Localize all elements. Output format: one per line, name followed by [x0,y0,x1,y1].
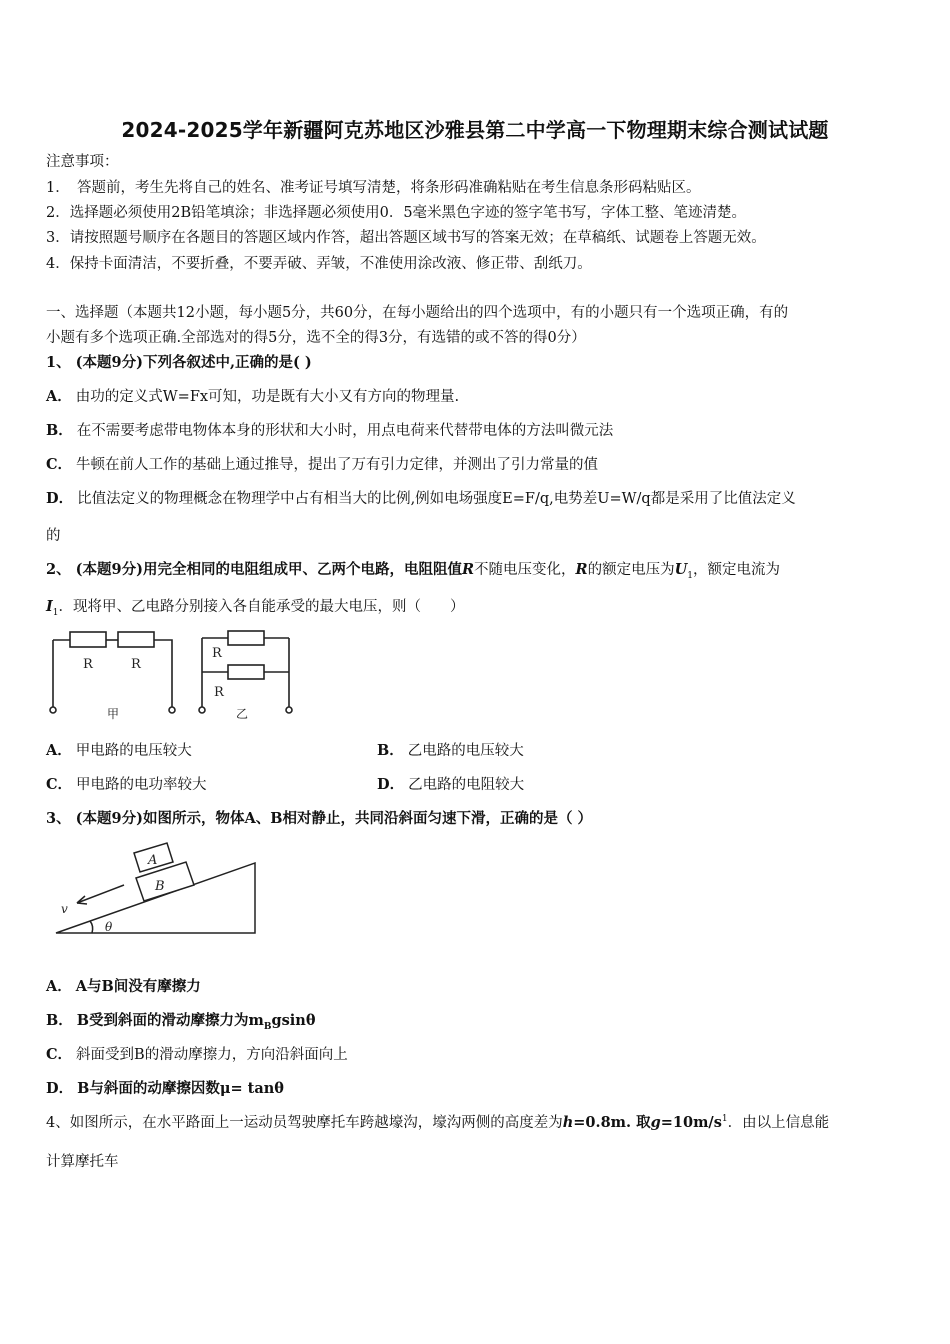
q2-stem-line2 [46,595,465,618]
q2-option-c [46,773,207,794]
q1-option-a-label: A． [46,388,72,405]
q2-symbol-i: I [46,598,53,615]
q4-stem-part4: ．由以上信息能 [727,1115,830,1131]
q3-option-a-label: A． [46,978,72,995]
q1-option-c-label: C． [46,456,73,473]
q2-stem-part4: ，额定电流为 [692,562,780,578]
q3-option-b [46,1009,316,1032]
q1-option-d [46,487,796,508]
q2-symbol-u-sub: 1 [687,570,693,581]
q1-option-a [46,385,459,406]
q3-stem: 3、 (本题9分)如图所示，物体A、B相对静止，共同沿斜面匀速下滑，正确的是（ ） [46,810,592,827]
q2-circuit-figure [44,622,304,724]
q1-option-c-text: 牛顿在前人工作的基础上通过推导，提出了万有引力定律，并测出了引力常量的值 [76,457,599,473]
q3-option-c-label: C． [46,1046,73,1063]
q1-option-d-continued: 的 [46,528,61,544]
yi-r-label-1: R [212,646,222,661]
q4-stem-part3: =10m/s [660,1114,722,1131]
jia-terminal-left [50,707,56,713]
velocity-label: v [61,902,68,916]
q2-option-b-text: 乙电路的电压较大 [407,743,524,759]
notice-item-3: 3．请按照题号顺序在各题目的答题区域内作答，超出答题区域书写的答案无效；在草稿纸、试题卷上答题无效。 [46,230,766,246]
yi-r-label-2: R [214,685,224,700]
q3-option-c-text: 斜面受到B的滑动摩擦力，方向沿斜面向上 [76,1047,348,1063]
q3-incline-figure [52,838,262,938]
q3-option-b-label: B． [46,1012,73,1029]
q2-stem-part1: 2、 (本题9分)用完全相同的电阻组成甲、乙两个电路，电阻阻值 [46,561,462,578]
q2-option-c-text: 甲电路的电功率较大 [76,777,207,793]
q2-option-a-label: A． [46,742,72,759]
notice-item-2: 2．选择题必须使用2B铅笔填涂；非选择题必须使用0．5毫米黑色字迹的签字笔书写，字体工整、笔迹清楚。 [46,205,747,221]
q2-symbol-u: U [674,561,688,578]
jia-resistor-1 [70,632,106,647]
q2-symbol-r-2: R [575,561,588,578]
notice-item-1: 1． 答题前，考生先将自己的姓名、准考证号填写清楚，将条形码准确粘贴在考生信息条形码粘贴区。 [46,180,701,196]
q2-stem-part2: 不随电压变化， [474,562,576,578]
q2-symbol-r: R [461,561,475,578]
yi-resistor-1 [228,631,264,645]
block-b-label: B [155,879,165,894]
angle-label: θ [105,920,113,934]
yi-terminal-right [286,707,292,713]
jia-resistor-2 [118,632,154,647]
q1-stem: 1、 (本题9分)下列各叙述中,正确的是( ) [46,354,312,371]
jia-wire-top-right [154,640,172,707]
q4-superscript: 1 [721,1114,728,1125]
yi-terminal-left [199,707,205,713]
yi-circuit-label: 乙 [236,707,249,721]
q1-option-b-text: 在不需要考虑带电物体本身的形状和大小时，用点电荷来代替带电体的方法叫微元法 [76,423,614,439]
q4-stem-line1 [46,1111,829,1132]
q3-option-a-text: A与B间没有摩擦力 [75,978,201,995]
q3-option-b-sub: B [263,1021,272,1032]
jia-r-label-1: R [83,657,93,672]
q3-option-d [46,1077,284,1098]
q2-option-d-text: 乙电路的电阻较大 [408,777,525,793]
jia-circuit-label: 甲 [107,707,120,721]
q1-option-d-text: 比值法定义的物理概念在物理学中占有相当大的比例,例如电场强度E=F/q,电势差U=W/q都是采用了比值法定义 [77,491,796,507]
page-title: 2024-2025学年新疆阿克苏地区沙雅县第二中学高一下物理期末综合测试试题 [121,118,829,142]
q1-option-d-label: D． [46,490,74,507]
q2-option-c-label: C． [46,776,73,793]
q2-stem-part3: 的额定电压为 [587,562,675,578]
q3-option-d-label: D． [46,1080,74,1097]
notice-item-4: 4．保持卡面清洁，不要折叠，不要弄破、弄皱，不准使用涂改液、修正带、刮纸刀。 [46,256,592,272]
q2-stem-line1 [46,558,780,581]
q2-option-b-label: B． [377,742,404,759]
q4-stem-part2: =0.8m. 取 [573,1114,651,1131]
q2-symbol-i-sub: 1 [52,607,59,618]
jia-r-label-2: R [131,657,141,672]
q3-option-b-text-post: gsinθ [271,1012,316,1029]
yi-resistor-2 [228,665,264,679]
section-header-line1: 一、选择题（本题共12小题，每小题5分，共60分，在每小题给出的四个选项中，有的小题只有一个选项正确，有的 [46,305,789,321]
q4-stem-line2: 计算摩托车 [46,1154,119,1170]
q2-option-d [377,773,524,794]
q1-option-b-label: B． [46,422,73,439]
velocity-arrow [77,885,124,903]
q2-option-a [46,739,192,760]
q3-option-c [46,1043,348,1064]
q2-option-b [377,739,524,760]
q2-stem-part5: ．现将甲、乙电路分别接入各自能承受的最大电压，则（ ） [58,599,465,615]
notice-heading: 注意事项： [46,154,119,170]
q1-option-a-text: 由功的定义式W=Fx可知，功是既有大小又有方向的物理量. [75,389,460,405]
q2-option-a-text: 甲电路的电压较大 [75,743,192,759]
q4-stem-part1: 4、如图所示，在水平路面上一运动员驾驶摩托车跨越壕沟，壕沟两侧的高度差为 [46,1115,563,1131]
jia-terminal-right [169,707,175,713]
q1-option-b [46,419,613,440]
q3-option-b-text: B受到斜面的滑动摩擦力为m [76,1012,264,1029]
q1-option-c [46,453,598,474]
q2-option-d-label: D． [377,776,405,793]
block-a-label: A [148,853,158,868]
q4-symbol-g: g [650,1114,661,1131]
q3-option-d-text: B与斜面的动摩擦因数μ= tanθ [77,1080,284,1097]
section-header-line2: 小题有多个选项正确.全部选对的得5分，选不全的得3分，有选错的或不答的得0分） [46,330,586,346]
q3-option-a [46,975,201,996]
q4-symbol-h: h [562,1114,574,1131]
